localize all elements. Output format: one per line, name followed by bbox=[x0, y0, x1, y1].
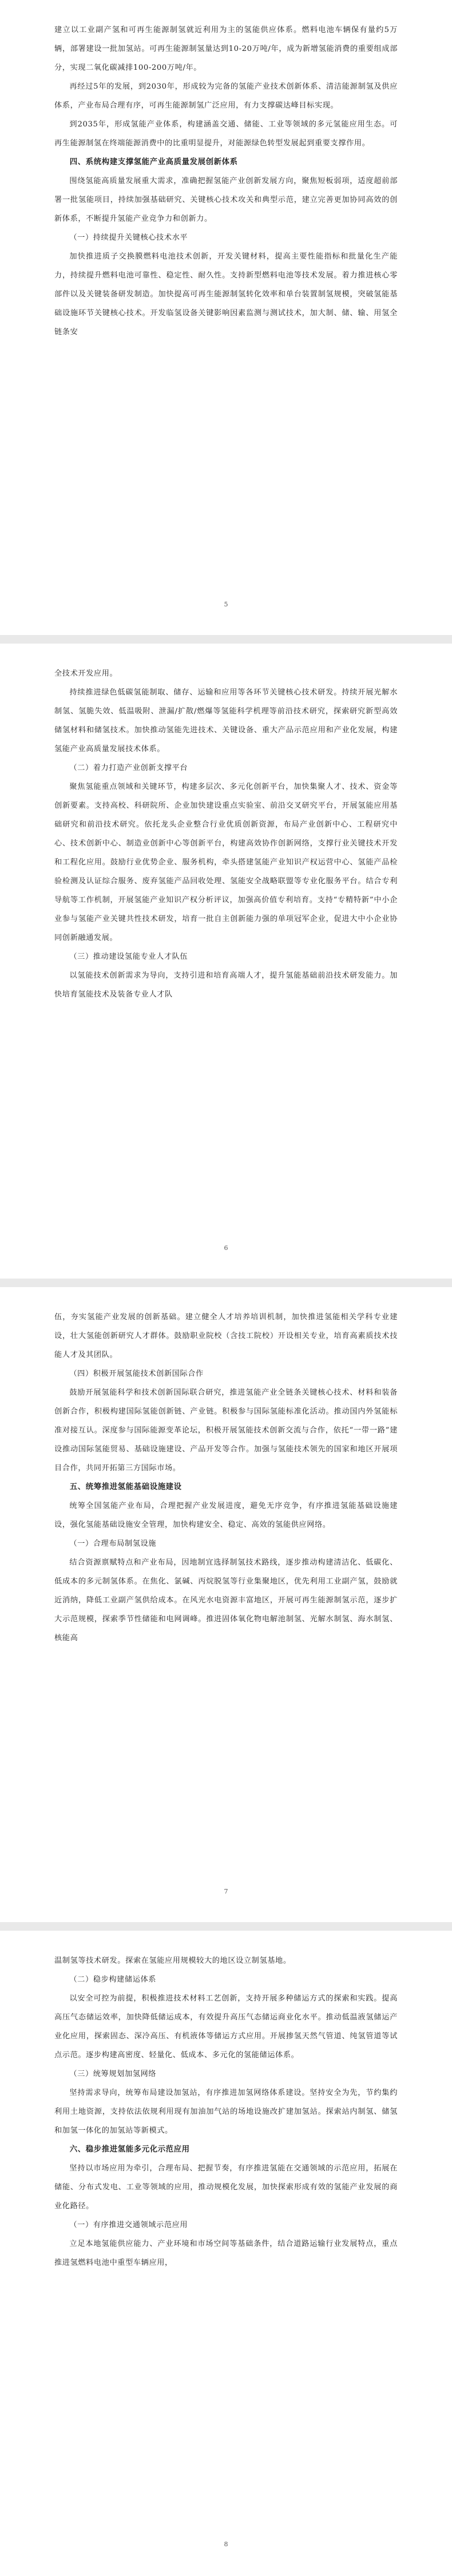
document-page-1 bbox=[0, 0, 452, 635]
subsection-heading: （一）持续提升关键核心技术水平 bbox=[69, 233, 188, 242]
document-page-4 bbox=[0, 1931, 452, 2576]
body-paragraph: 鼓励开展氢能科学和技术创新国际联合研究，推进氢能产业全链条关键核心技术、材料和装备创新合作，积极构建国际氢能创新链、产业链。积极参与国际氢能标准化活动。推动国内外氢能标准对接互认。深度参与国际能源变革论坛，积极开展氢能技术创新交流与合作，依托“一带一路”建设推动国际氢能贸易、基础设施建设、产品开发等合作。加强与氢能技术领先的国家和地区开展项目合作，共同开拓第三方国际市场。 bbox=[54, 1388, 398, 1472]
section-heading: 六、稳步推进氢能多元化示范应用 bbox=[69, 2145, 190, 2154]
body-paragraph: 统筹全国氢能产业布局，合理把握产业发展进度，避免无序竞争，有序推进氢能基础设施建设，强化氢能基础设施安全管理，加快构建安全、稳定、高效的氢能供应网络。 bbox=[54, 1502, 398, 1529]
body-paragraph: 全技术开发应用。 bbox=[54, 669, 118, 678]
page-number: 6 bbox=[224, 1244, 228, 1252]
body-paragraph: 持续推进绿色低碳氢能制取、储存、运输和应用等各环节关键核心技术研发。持续开展光解水制氢、氢脆失效、低温吸附、泄漏/扩散/燃爆等氢能科学机理等前沿技术研究，探索研究新型高效储氢材料和储氢技术。加快推动氢能先进技术、关键设备、重大产品示范应用和产业化发展，构建氢能产业高质量发展技术体系。 bbox=[54, 688, 398, 753]
subsection-heading: （三）推动建设氢能专业人才队伍 bbox=[69, 952, 188, 961]
page-1-body bbox=[54, 21, 398, 342]
body-paragraph: 立足本地氢能供应能力、产业环境和市场空间等基础条件，结合道路运输行业发展特点，重点推进氢燃料电池中重型车辆应用， bbox=[54, 2240, 398, 2267]
body-paragraph: 结合资源禀赋特点和产业布局，因地制宜选择制氢技术路线，逐步推动构建清洁化、低碳化、低成本的多元制氢体系。在焦化、氯碱、丙烷脱氢等行业集聚地区，优先利用工业副产氢，鼓励就近消纳，降低工业副产氢供给成本。在风光水电资源丰富地区，开展可再生能源制氢示范，逐步扩大示范规模，探索季节性储能和电网调峰。推进固体氧化物电解池制氢、光解水制氢、海水制氢、核能高 bbox=[54, 1558, 398, 1642]
body-paragraph: 加快推进质子交换膜燃料电池技术创新，开发关键材料，提高主要性能指标和批量化生产能力，持续提升燃料电池可靠性、稳定性、耐久性。支持新型燃料电池等技术发展。着力推进核心零部件以及关键装备研发制造。加快提高可再生能源制氢转化效率和单台装置制氢规模，突破氢能基础设施环节关键核心技术。开发临氢设备关键影响因素监测与测试技术，加大制、储、输、用氢全链条安 bbox=[54, 252, 398, 336]
page-4-body bbox=[54, 1951, 398, 2272]
body-paragraph: 建立以工业副产氢和可再生能源制氢就近利用为主的氢能供应体系。燃料电池车辆保有量约5万辆，部署建设一批加氢站。可再生能源制氢量达到10-20万吨/年，成为新增氢能消费的重要组成部分，实现二氧化碳减排100-200万吨/年。 bbox=[54, 26, 398, 72]
subsection-heading: （一）有序推进交通领域示范应用 bbox=[69, 2221, 188, 2229]
body-paragraph: 伍，夯实氢能产业发展的创新基础。建立健全人才培养培训机制，加快推进氢能相关学科专业建设，壮大氢能创新研究人才群体。鼓励职业院校（含技工院校）开设相关专业，培育高素质技术技能人才及其团队。 bbox=[54, 1313, 398, 1359]
subsection-heading: （三）统筹规划加氢网络 bbox=[69, 2070, 157, 2078]
body-paragraph: 温制氢等技术研发。探索在氢能应用规模较大的地区设立制氢基地。 bbox=[54, 1956, 291, 1965]
subsection-heading: （二）稳步构建储运体系 bbox=[69, 1975, 157, 1984]
body-paragraph: 聚焦氢能重点领域和关键环节，构建多层次、多元化创新平台，加快集聚人才、技术、资金等创新要素。支持高校、科研院所、企业加快建设重点实验室、前沿交叉研究平台，开展氢能应用基础研究和前沿技术研究。依托龙头企业整合行业优质创新资源，布局产业创新中心、工程研究中心、技术创新中心、制造业创新中心等创新平台，构建高效协作创新网络，支撑行业关键技术开发和工程化应用。鼓励行业优势企业、服务机构，牵头搭建氢能产业知识产权运营中心、氢能产品检验检测及认证综合服务、废弃氢能产品回收处理、氢能安全战略联盟等专业化服务平台。结合专利导航等工作机制，开展氢能产业知识产权分析评议，加强高价值专利培育。支持“专精特新”中小企业参与氢能产业关键共性技术研发，培育一批自主创新能力强的单项冠军企业，促进大中小企业协同创新融通发展。 bbox=[54, 783, 398, 942]
body-paragraph: 围绕氢能高质量发展重大需求，准确把握氢能产业创新发展方向，聚焦短板弱项，适度超前部署一批氢能项目，持续加强基础研究、关键核心技术攻关和典型示范，建立完善更加协同高效的创新体系，不断提升氢能产业竞争力和创新力。 bbox=[54, 177, 398, 223]
subsection-heading: （二）着力打造产业创新支撑平台 bbox=[69, 764, 188, 772]
body-paragraph: 以氢能技术创新需求为导向，支持引进和培育高端人才，提升氢能基础前沿技术研发能力。加快培育氢能技术及装备专业人才队 bbox=[54, 971, 398, 999]
section-heading: 五、统筹推进氢能基础设施建设 bbox=[69, 1483, 182, 1491]
subsection-heading: （一）合理布局制氢设施 bbox=[69, 1539, 157, 1548]
page-3-body bbox=[54, 1308, 398, 1648]
page-number: 7 bbox=[224, 1888, 228, 1895]
page-number: 8 bbox=[224, 2541, 228, 2548]
body-paragraph: 再经过5年的发展，到2030年，形成较为完备的氢能产业技术创新体系、清洁能源制氢及供应体系，产业布局合理有序，可再生能源制氢广泛应用，有力支撑碳达峰目标实现。 bbox=[54, 82, 398, 110]
body-paragraph: 坚持以市场应用为牵引，合理布局、把握节奏，有序推进氢能在交通领域的示范应用，拓展在储能、分布式发电、工业等领域的应用，推动规模化发展，加快探索形成有效的氢能产业发展的商业化路径。 bbox=[54, 2164, 398, 2210]
subsection-heading: （四）积极开展氢能技术创新国际合作 bbox=[69, 1370, 204, 1378]
body-paragraph: 到2035年，形成氢能产业体系，构建涵盖交通、储能、工业等领域的多元氢能应用生态。可再生能源制氢在终端能源消费中的比重明显提升，对能源绿色转型发展起到重要支撑作用。 bbox=[54, 120, 398, 148]
section-heading: 四、系统构建支撑氢能产业高质量发展创新体系 bbox=[69, 158, 238, 166]
document-page-3 bbox=[0, 1287, 452, 1922]
page-number: 5 bbox=[224, 601, 228, 608]
document-page-2 bbox=[0, 644, 452, 1279]
body-paragraph: 以安全可控为前提，积极推进技术材料工艺创新，支持开展多种储运方式的探索和实践。提高高压气态储运效率，加快降低储运成本，有效提升高压气态储运商业化水平。推动低温液氢储运产业化应用，探索固态、深冷高压、有机液体等储运方式应用。开展掺氢天然气管道、纯氢管道等试点示范。逐步构建高密度、轻量化、低成本、多元化的氢能储运体系。 bbox=[54, 1994, 398, 2059]
page-2-body bbox=[54, 664, 398, 1004]
body-paragraph: 坚持需求导向，统筹布局建设加氢站，有序推进加氢网络体系建设。坚持安全为先，节约集约利用土地资源，支持依法依规利用现有加油加气站的场地设施改扩建加氢站。探索站内制氢、储氢和加氢一体化的加氢站等新模式。 bbox=[54, 2089, 398, 2135]
